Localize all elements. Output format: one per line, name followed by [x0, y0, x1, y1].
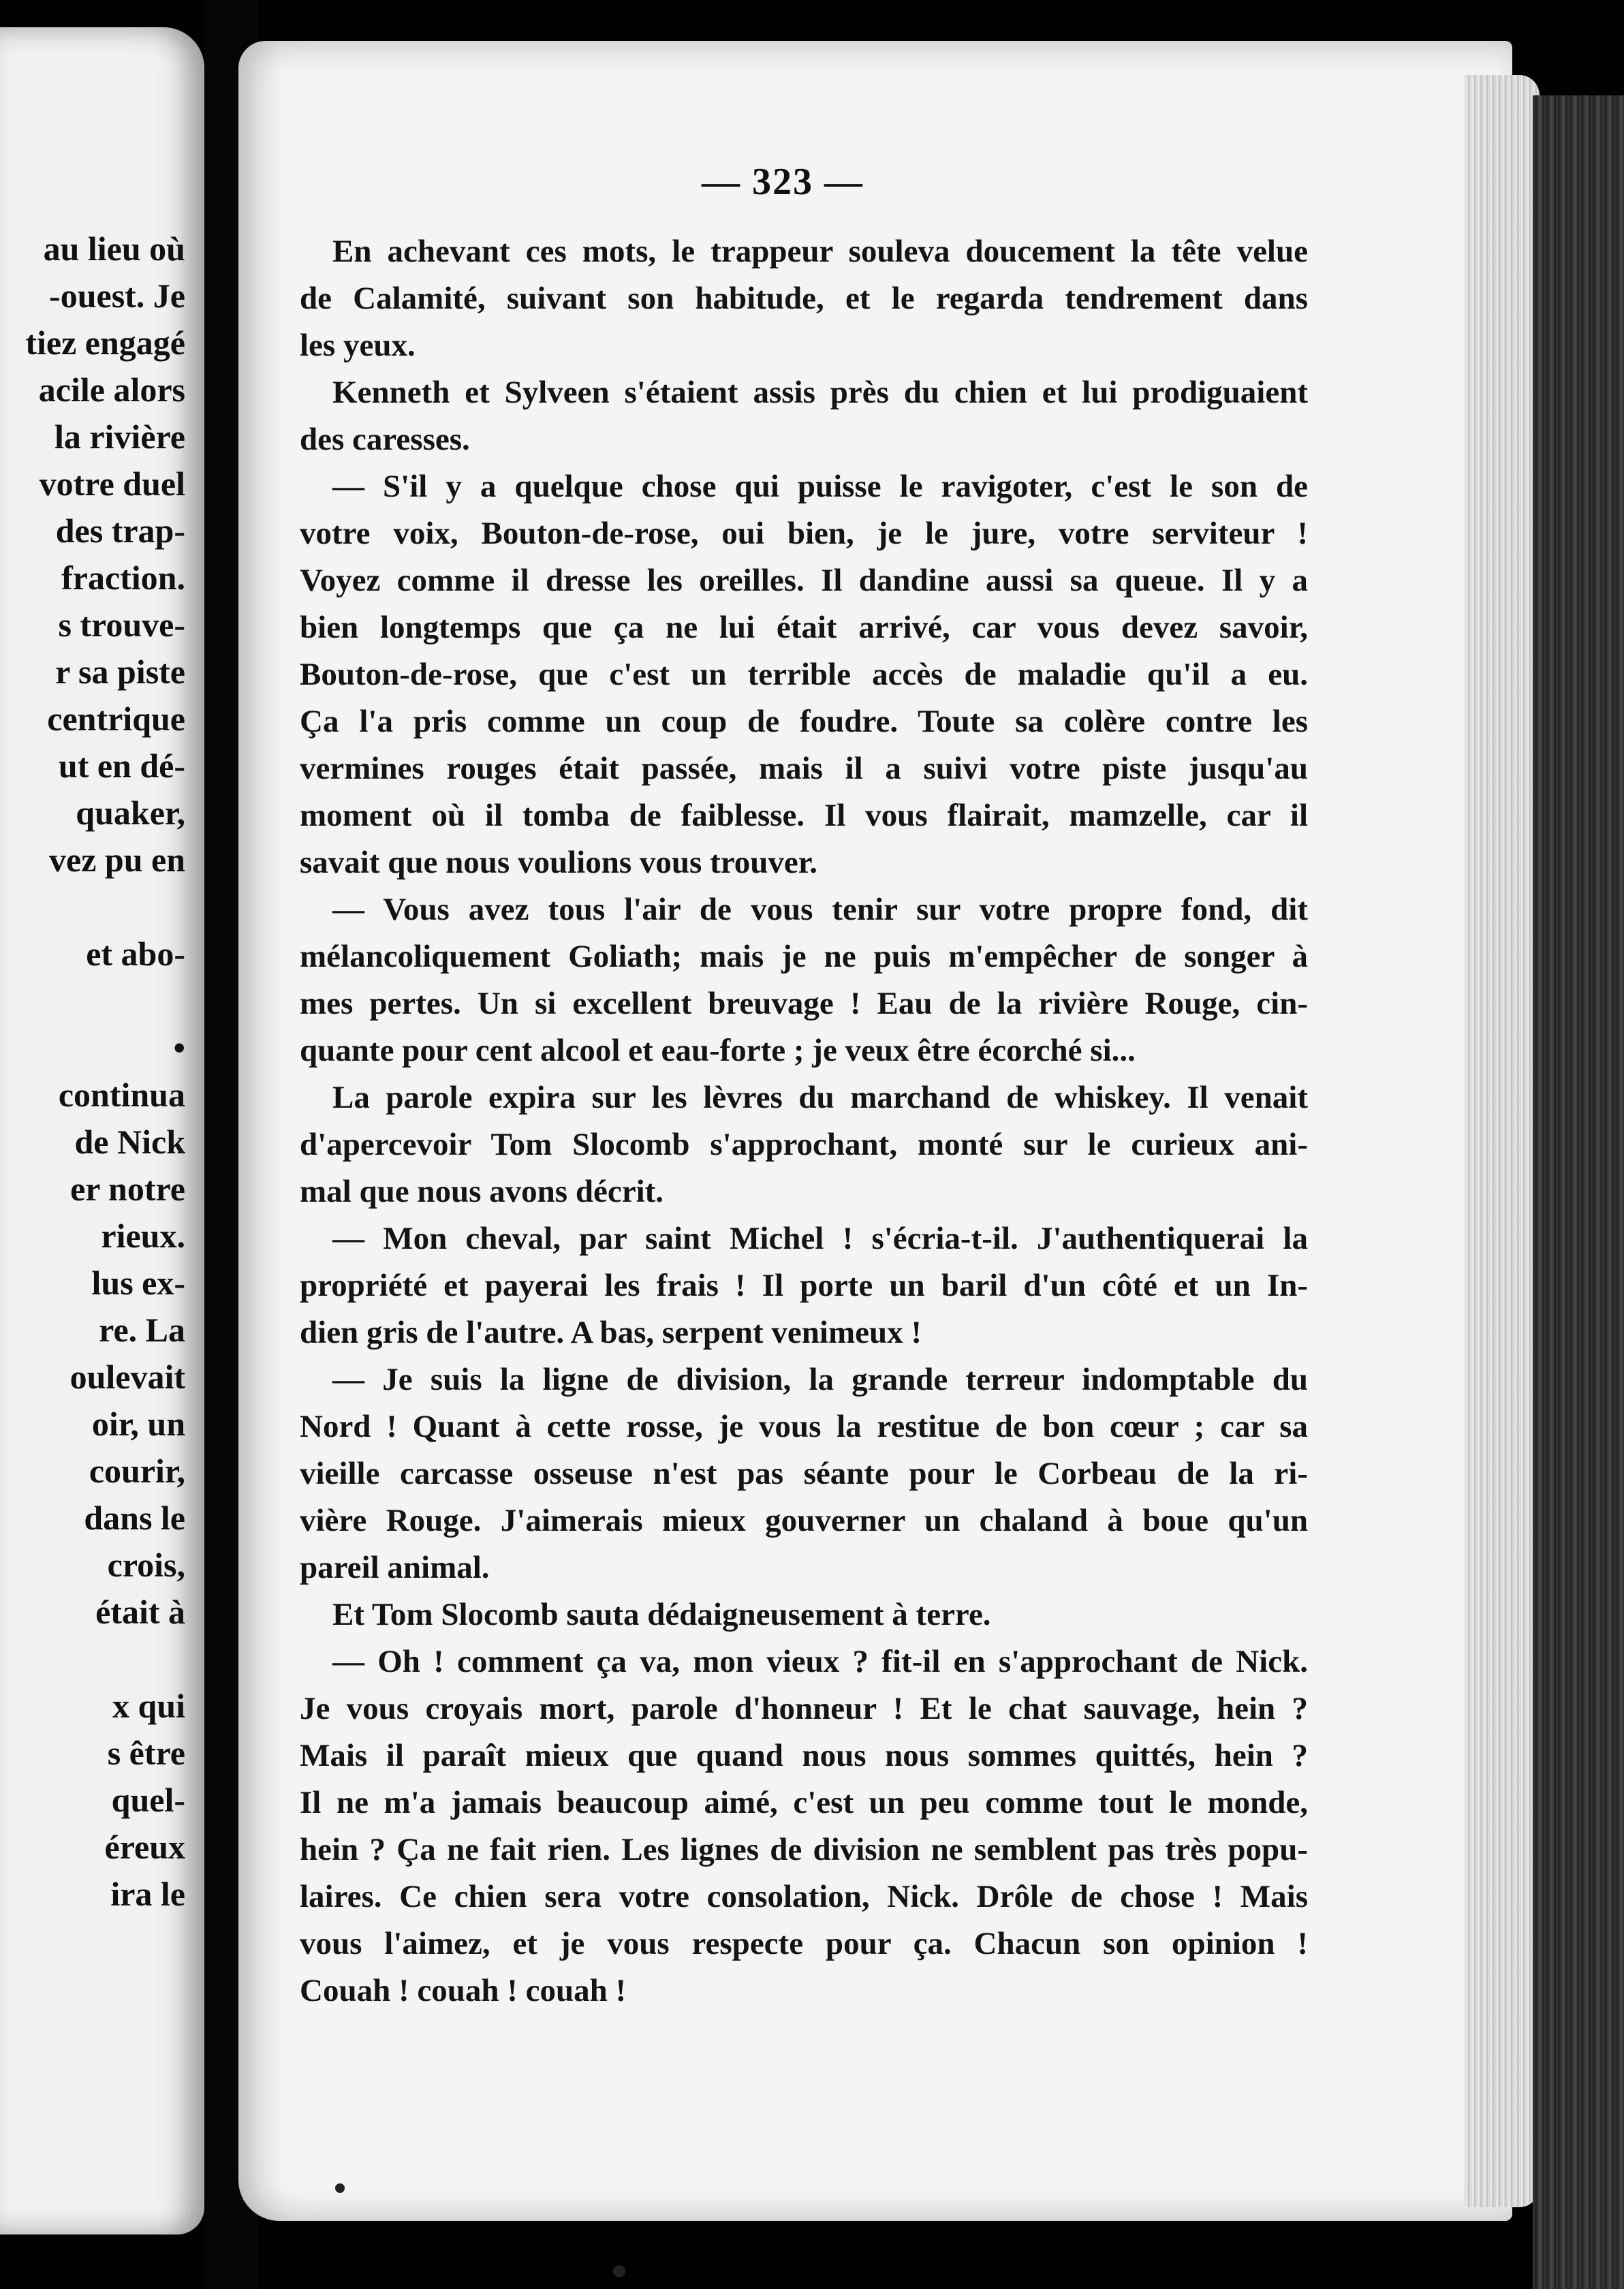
previous-page-line: acile alors	[38, 371, 185, 409]
text-line: vous l'aimez, et je vous respecte pour ça. Chacun son opinion !	[300, 1926, 1308, 1961]
previous-page-line: la rivière	[54, 418, 185, 456]
text-line: Mais il paraît mieux que quand nous nous sommes quittés, hein ?	[300, 1738, 1308, 1773]
previous-page-line: r sa piste	[55, 653, 185, 691]
text-line: quante pour cent alcool et eau-forte ; je veux être écorché si...	[300, 1033, 1136, 1068]
previous-page-line: centrique	[47, 700, 185, 738]
text-line: — Mon cheval, par saint Michel ! s'écria-t-il. J'authentiquerai la	[332, 1221, 1308, 1256]
book-cover-edge	[1533, 95, 1624, 2289]
text-line: — S'il y a quelque chose qui puisse le ravigoter, c'est le son de	[332, 469, 1308, 504]
previous-page-line: courir,	[89, 1452, 185, 1490]
text-line: des caresses.	[300, 422, 470, 457]
previous-page-line: votre duel	[39, 465, 185, 503]
text-line: mélancoliquement Goliath; mais je ne puis m'empêcher de songer à	[300, 939, 1308, 974]
previous-page-line: quel-	[111, 1781, 185, 1819]
previous-page-line: fraction.	[61, 559, 185, 597]
text-line: votre voix, Bouton-de-rose, oui bien, je le jure, votre serviteur !	[300, 516, 1308, 551]
ink-speck	[335, 2183, 345, 2193]
text-line: de Calamité, suivant son habitude, et le regarda tendrement dans	[300, 281, 1308, 316]
text-line: les yeux.	[300, 328, 416, 363]
text-line: — Oh ! comment ça va, mon vieux ? fit-il en s'approchant de Nick.	[332, 1644, 1308, 1679]
text-line: vermines rouges était passée, mais il a suivi votre piste jusqu'au	[300, 751, 1308, 786]
previous-page-line: dans le	[84, 1499, 185, 1537]
page-edges	[1465, 75, 1540, 2207]
previous-page-line: ut en dé-	[58, 747, 185, 785]
previous-page-line: s trouve-	[58, 606, 185, 644]
text-line: moment où il tomba de faiblesse. Il vous flairait, mamzelle, car il	[300, 798, 1308, 833]
previous-page-line: er notre	[70, 1170, 185, 1208]
text-line: pareil animal.	[300, 1550, 490, 1585]
previous-page-line: quaker,	[76, 794, 185, 832]
text-line: laires. Ce chien sera votre consolation, Nick. Drôle de chose ! Mais	[300, 1879, 1308, 1914]
text-line: Voyez comme il dresse les oreilles. Il dandine aussi sa queue. Il y a	[300, 563, 1308, 598]
text-line: bien longtemps que ça ne lui était arrivé, car vous devez savoir,	[300, 610, 1308, 645]
previous-page-line: oir, un	[91, 1405, 185, 1443]
text-line: Ça l'a pris comme un coup de foudre. Toute sa colère contre les	[300, 704, 1308, 739]
text-line: vière Rouge. J'aimerais mieux gouverner un chaland à boue qu'un	[300, 1503, 1308, 1538]
previous-page-line: rieux.	[101, 1217, 185, 1255]
previous-page-line: tiez engagé	[25, 324, 185, 362]
previous-page-line: ira le	[110, 1875, 185, 1913]
page-number: — 323 —	[702, 161, 864, 203]
previous-page-line: continua	[58, 1076, 185, 1114]
text-line: La parole expira sur les lèvres du marchand de whiskey. Il venait	[332, 1080, 1308, 1115]
previous-page-line: vez pu en	[49, 841, 185, 879]
text-line: — Vous avez tous l'air de vous tenir sur votre propre fond, dit	[332, 892, 1308, 927]
text-line: d'apercevoir Tom Slocomb s'approchant, monté sur le curieux ani-	[300, 1127, 1308, 1162]
text-line: Je vous croyais mort, parole d'honneur ! Et le chat sauvage, hein ?	[300, 1691, 1308, 1726]
previous-page-line: •	[173, 1029, 185, 1067]
text-line: propriété et payerai les frais ! Il porte un baril d'un côté et un In-	[300, 1268, 1308, 1303]
text-line: dien gris de l'autre. A bas, serpent venimeux !	[300, 1315, 922, 1350]
text-line: Il ne m'a jamais beaucoup aimé, c'est un peu comme tout le monde,	[300, 1785, 1308, 1820]
previous-page-line: s être	[107, 1734, 185, 1772]
ink-speck	[613, 2265, 625, 2277]
text-line: Couah ! couah ! couah !	[300, 1973, 627, 2008]
text-line: savait que nous voulions vous trouver.	[300, 845, 818, 880]
body-text	[300, 228, 1308, 2014]
previous-page	[0, 27, 204, 2234]
previous-page-line: était à	[95, 1593, 185, 1631]
previous-page-line: crois,	[107, 1546, 185, 1584]
text-line: hein ? Ça ne fait rien. Les lignes de division ne semblent pas très popu-	[300, 1832, 1308, 1867]
text-line: vieille carcasse osseuse n'est pas séante pour le Corbeau de la ri-	[300, 1456, 1308, 1491]
text-line: mal que nous avons décrit.	[300, 1174, 664, 1209]
text-line: Kenneth et Sylveen s'étaient assis près du chien et lui prodiguaient	[332, 375, 1308, 410]
text-line: Nord ! Quant à cette rosse, je vous la restitue de bon cœur ; car sa	[300, 1409, 1308, 1444]
text-line: En achevant ces mots, le trappeur souleva doucement la tête velue	[332, 234, 1308, 269]
previous-page-line: x qui	[112, 1687, 185, 1725]
previous-page-line: des trap-	[55, 512, 185, 550]
previous-page-line: et abo-	[86, 935, 185, 973]
text-line: — Je suis la ligne de division, la grande terreur indomptable du	[332, 1362, 1308, 1397]
previous-page-line: -ouest. Je	[49, 277, 185, 315]
previous-page-line: lus ex-	[91, 1264, 185, 1302]
text-line: mes pertes. Un si excellent breuvage ! Eau de la rivière Rouge, cin-	[300, 986, 1308, 1021]
previous-page-line: de Nick	[74, 1123, 185, 1161]
previous-page-line: oulevait	[69, 1358, 185, 1396]
previous-page-line: re. La	[99, 1311, 185, 1349]
previous-page-line: au lieu où	[43, 230, 185, 268]
previous-page-line: éreux	[104, 1828, 185, 1866]
text-line: Bouton-de-rose, que c'est un terrible accès de maladie qu'il a eu.	[300, 657, 1308, 692]
text-line: Et Tom Slocomb sauta dédaigneusement à terre.	[332, 1597, 991, 1632]
